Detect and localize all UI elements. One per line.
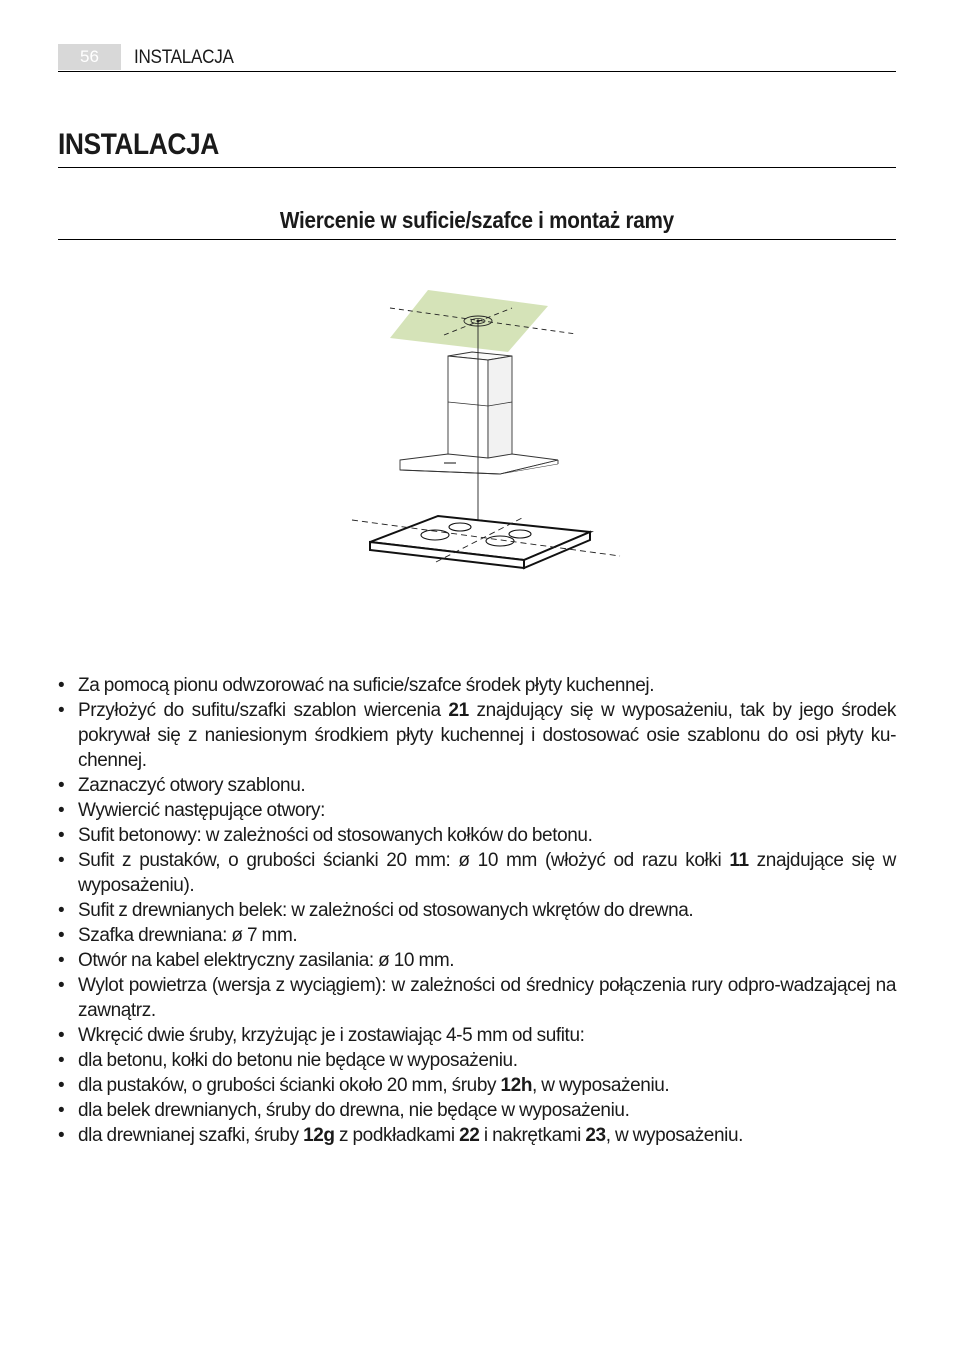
list-item xyxy=(58,673,896,698)
list-item xyxy=(58,1048,896,1073)
list-item-text: Otwór na kabel elektryczny zasilania: ø 10 mm. xyxy=(78,950,455,971)
chimney-front xyxy=(448,356,488,466)
list-item xyxy=(58,1073,896,1098)
list-item xyxy=(58,1098,896,1123)
ceiling-surface xyxy=(390,290,548,352)
chimney-side xyxy=(488,356,512,466)
list-item xyxy=(58,823,896,848)
list-item xyxy=(58,698,896,773)
part-reference-number: 22 xyxy=(459,1125,480,1146)
installation-illustration xyxy=(340,280,630,580)
list-item-text: Wkręcić dwie śruby, krzyżując je i zostawiając 4-5 mm od sufitu: xyxy=(78,1025,585,1046)
instruction-list xyxy=(58,673,896,1148)
part-reference-number: 23 xyxy=(585,1125,606,1146)
section-title: INSTALACJA xyxy=(58,128,219,161)
list-item xyxy=(58,973,896,1023)
list-item-text: i nakrętkami xyxy=(479,1125,586,1146)
list-item-text: Zaznaczyć otwory szablonu. xyxy=(78,775,306,796)
section-divider xyxy=(58,167,896,168)
list-item-text: dla belek drewnianych, śruby do drewna, nie będące w wyposażeniu. xyxy=(78,1100,630,1121)
list-item xyxy=(58,1023,896,1048)
list-item xyxy=(58,773,896,798)
list-item-text: Przyłożyć do sufitu/szafki szablon wiercenia xyxy=(78,700,449,721)
list-item-text: Wylot powietrza (wersja z wyciągiem): w zależności od średnicy połączenia rury odpro-wadzającej na zawnątrz. xyxy=(78,975,896,1021)
page-header xyxy=(58,44,896,72)
list-item-text: dla pustaków, o grubości ścianki około 20 mm, śruby xyxy=(78,1075,501,1096)
subsection-title xyxy=(58,207,896,234)
list-item xyxy=(58,948,896,973)
page-number: 56 xyxy=(58,44,121,70)
list-item-text: dla betonu, kołki do betonu nie będące w wyposażeniu. xyxy=(78,1050,518,1071)
list-item xyxy=(58,798,896,823)
list-item xyxy=(58,898,896,923)
list-item-text: dla drewnianej szafki, śruby xyxy=(78,1125,304,1146)
list-item-text: , w wyposażeniu. xyxy=(605,1125,743,1146)
list-item-text: , w wyposażeniu. xyxy=(532,1075,670,1096)
list-item xyxy=(58,923,896,948)
part-reference-number: 11 xyxy=(729,850,749,871)
list-item-text: znajdujące się w wyposażeniu). xyxy=(78,850,897,896)
list-item-text: Szafka drewniana: ø 7 mm. xyxy=(78,925,298,946)
list-item-text: Sufit betonowy: w zależności od stosowanych kołków do betonu. xyxy=(78,825,593,846)
list-item-text: Za pomocą pionu odwzorować na suficie/szafce środek płyty kuchennej. xyxy=(78,675,655,696)
list-item-text: znajdujący się w wyposażeniu, tak by jego środek pokrywał się z naniesionym środkiem płyty kuchennej i dostosować osie szablonu do osi płyty ku-chennej. xyxy=(78,700,897,771)
list-item xyxy=(58,1123,896,1148)
list-item-text: Sufit z drewnianych belek: w zależności od stosowanych wkrętów do drewna. xyxy=(78,900,694,921)
part-reference-number: 12h xyxy=(500,1075,533,1096)
list-item-text: Wywiercić następujące otwory: xyxy=(78,800,325,821)
list-item-text: Sufit z pustaków, o grubości ścianki 20 mm: ø 10 mm (włożyć od razu kołki xyxy=(78,850,730,871)
part-reference-number: 12g xyxy=(303,1125,335,1146)
subsection-divider xyxy=(58,239,896,240)
list-item-text: z podkładkami xyxy=(334,1125,460,1146)
running-title: INSTALACJA xyxy=(134,47,234,68)
subsection-title-text: Wiercenie w suficie/szafce i montaż ramy xyxy=(280,207,674,233)
list-item xyxy=(58,848,896,898)
part-reference-number: 21 xyxy=(448,700,469,721)
